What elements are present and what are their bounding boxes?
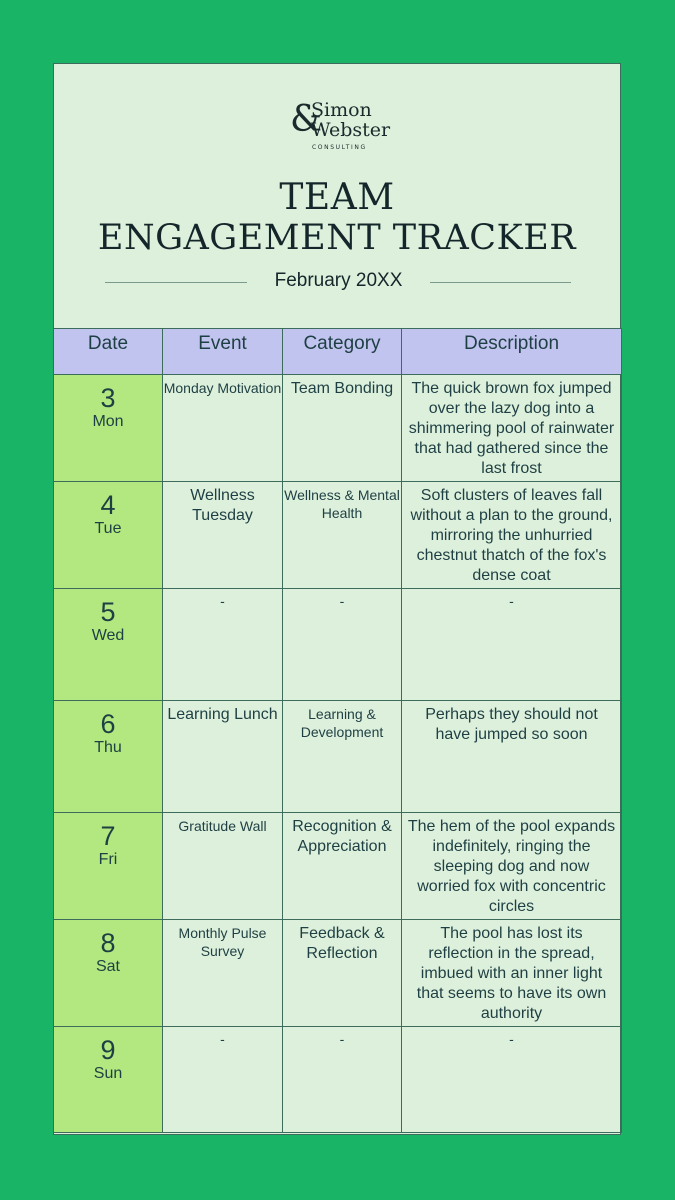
- weekday: Thu: [94, 739, 122, 756]
- event-cell: Gratitude Wall: [163, 813, 283, 920]
- logo-line-1: Simon: [311, 99, 372, 121]
- category-cell: Wellness & Mental Health: [283, 482, 402, 589]
- day-number: 5: [100, 597, 116, 627]
- weekday: Sat: [95, 958, 120, 975]
- table-row: [54, 701, 622, 813]
- weekday: Tue: [94, 520, 122, 537]
- page-title-line-2: ENGAGEMENT TRACKER: [97, 218, 577, 258]
- description-cell: The hem of the pool expands indefinitely, ringing the sleeping dog and now worried fox with concentric circles: [402, 813, 622, 920]
- month-label: February 20XX: [274, 270, 403, 291]
- event-cell: Wellness Tuesday: [163, 482, 283, 589]
- header-date: Date: [54, 329, 163, 375]
- event-cell: Monday Motivation: [163, 375, 283, 482]
- table-row: [54, 1027, 622, 1133]
- event-cell: Learning Lunch: [163, 701, 283, 813]
- event-cell: -: [163, 1027, 283, 1133]
- divider-right: [430, 282, 571, 283]
- engagement-table: [53, 328, 622, 1133]
- tracker-card: [53, 63, 621, 1135]
- event-cell: Monthly Pulse Survey: [163, 920, 283, 1027]
- subtitle-row: [54, 268, 620, 298]
- weekday: Sun: [93, 1065, 123, 1082]
- logo-ampersand: &: [290, 99, 323, 140]
- table-row: [54, 589, 622, 701]
- category-cell: Team Bonding: [283, 375, 402, 482]
- day-number: 7: [100, 821, 116, 851]
- category-cell: -: [283, 589, 402, 701]
- day-number: 9: [100, 1035, 116, 1065]
- date-cell: [54, 813, 163, 920]
- description-cell: The quick brown fox jumped over the lazy dog into a shimmering pool of rainwater that had gathered since the last frost: [402, 375, 622, 482]
- divider-left: [105, 282, 247, 283]
- header-description: Description: [402, 329, 622, 375]
- event-cell: -: [163, 589, 283, 701]
- category-cell: Learning & Development: [283, 701, 402, 813]
- category-cell: -: [283, 1027, 402, 1133]
- table-row: [54, 375, 622, 482]
- category-cell: Recognition & Appreciation: [283, 813, 402, 920]
- weekday: Mon: [92, 413, 124, 430]
- date-cell: [54, 375, 163, 482]
- category-cell: Feedback & Reflection: [283, 920, 402, 1027]
- day-number: 3: [100, 383, 116, 413]
- table-row: [54, 813, 622, 920]
- table-row: [54, 920, 622, 1027]
- company-logo: [54, 98, 620, 154]
- page-title-line-1: TEAM: [279, 177, 395, 218]
- weekday: Wed: [91, 627, 125, 644]
- description-cell: Soft clusters of leaves fall without a plan to the ground, mirroring the unhurried chestnut thatch of the fox's dense coat: [402, 482, 622, 589]
- logo-line-2: Webster: [311, 119, 391, 141]
- table-header-row: [54, 329, 622, 375]
- logo-line-3: CONSULTING: [312, 144, 367, 151]
- header-event: Event: [163, 329, 283, 375]
- weekday: Fri: [98, 851, 118, 868]
- date-cell: [54, 1027, 163, 1133]
- date-cell: [54, 482, 163, 589]
- table-row: [54, 482, 622, 589]
- date-cell: [54, 920, 163, 1027]
- description-cell: -: [402, 589, 622, 701]
- description-cell: -: [402, 1027, 622, 1133]
- day-number: 8: [100, 928, 116, 958]
- day-number: 4: [100, 490, 116, 520]
- date-cell: [54, 589, 163, 701]
- day-number: 6: [100, 709, 116, 739]
- description-cell: Perhaps they should not have jumped so soon: [402, 701, 622, 813]
- date-cell: [54, 701, 163, 813]
- description-cell: The pool has lost its reflection in the spread, imbued with an inner light that seems to have its own authority: [402, 920, 622, 1027]
- header-category: Category: [283, 329, 402, 375]
